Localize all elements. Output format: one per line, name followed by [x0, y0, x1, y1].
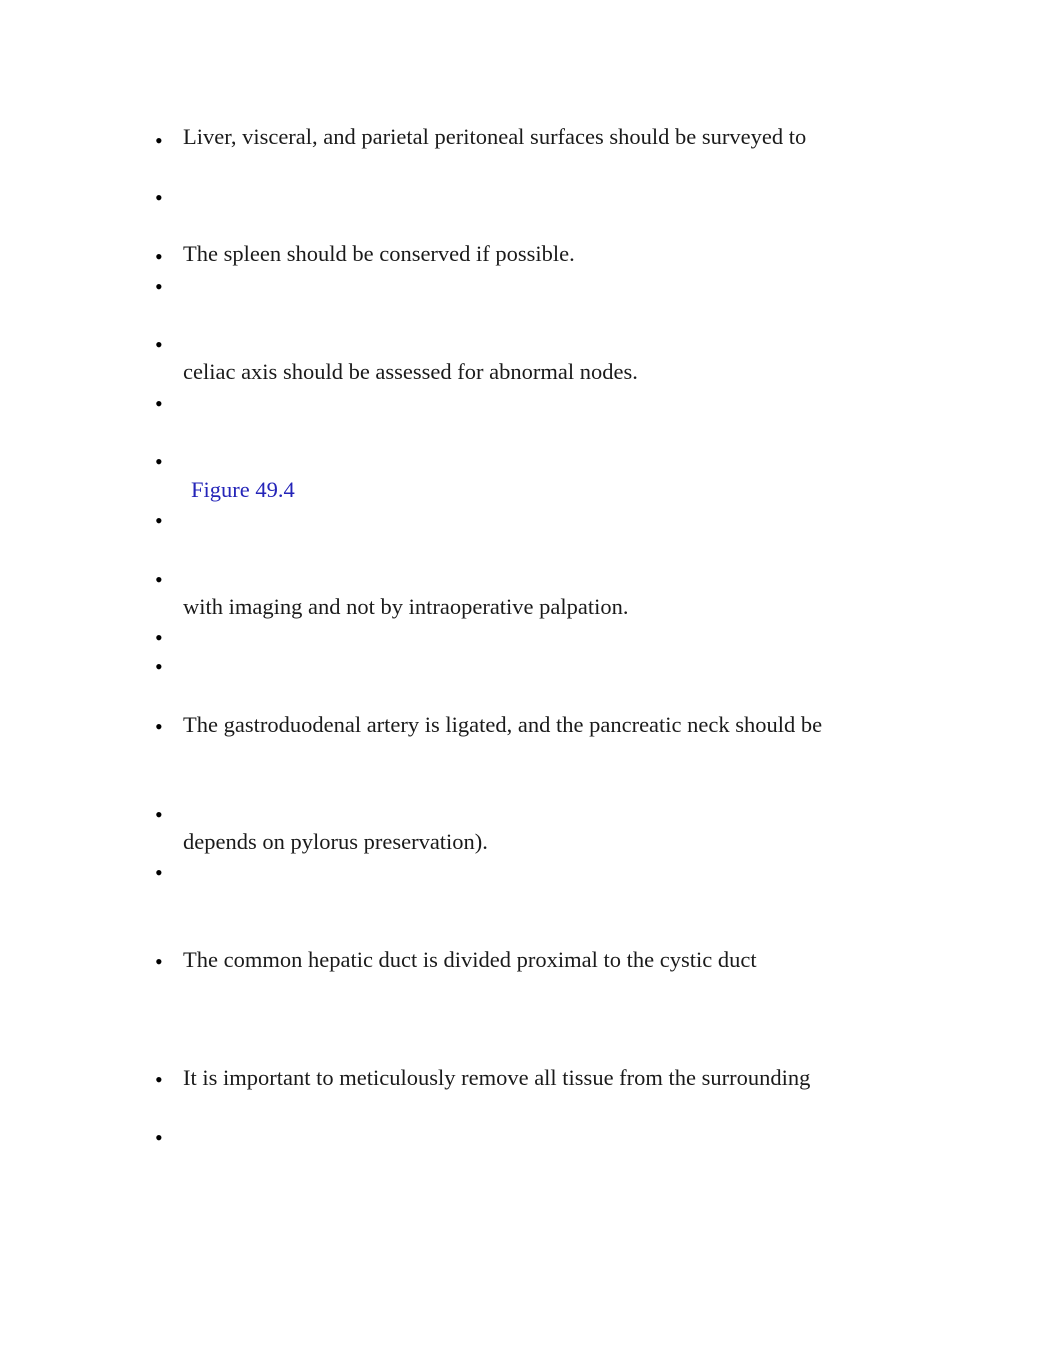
bullet-marker [155, 338, 167, 352]
bullet-marker [155, 134, 167, 148]
figure-link[interactable]: Figure 49.4 [191, 477, 295, 502]
bullet-marker [155, 280, 167, 294]
text-line: It is important to meticulously remove all tissue from the surrounding [183, 1065, 811, 1090]
text-line: The spleen should be conserved if possible. [183, 241, 575, 266]
bullet-marker [155, 955, 167, 969]
text-line: with imaging and not by intraoperative palpation. [183, 594, 629, 619]
text-line: The gastroduodenal artery is ligated, and the pancreatic neck should be [183, 712, 823, 737]
bullet-marker [155, 514, 167, 528]
bullet-marker [155, 660, 167, 674]
bullet-marker [155, 866, 167, 880]
bullet-marker [155, 573, 167, 587]
bullet-marker [155, 455, 167, 469]
text-line: Liver, visceral, and parietal peritoneal surfaces should be surveyed to [183, 124, 807, 149]
text-line: depends on pylorus preservation). [183, 829, 488, 854]
bullet-marker [155, 631, 167, 645]
bullet-marker [155, 1131, 167, 1145]
bullet-marker [155, 808, 167, 822]
bullet-marker [155, 397, 167, 411]
bullet-marker [155, 250, 167, 264]
text-line: celiac axis should be assessed for abnormal nodes. [183, 359, 638, 384]
bullet-marker [155, 720, 167, 734]
text-line: The common hepatic duct is divided proximal to the cystic duct [183, 947, 757, 972]
bullet-marker [155, 191, 167, 205]
bullet-marker [155, 1073, 167, 1087]
